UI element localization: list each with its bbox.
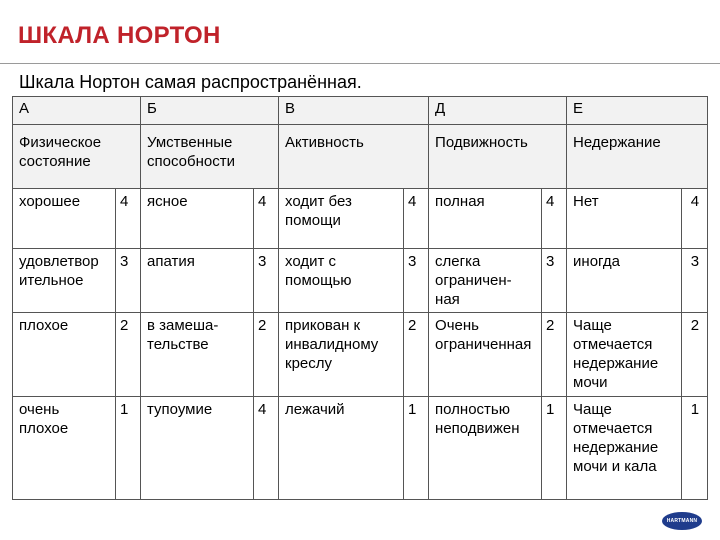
cell-score: 3	[682, 249, 708, 313]
cell-label: ходит без помощи	[279, 189, 404, 249]
cell-score: 1	[542, 397, 567, 500]
cell-score: 1	[682, 397, 708, 500]
cell-label: плохое	[13, 313, 116, 397]
cell-score: 4	[254, 189, 279, 249]
cell-label: ясное	[141, 189, 254, 249]
slide-subtitle: Шкала Нортон самая распространённая.	[19, 72, 362, 92]
cell-label: лежачий	[279, 397, 404, 500]
cell-score: 2	[682, 313, 708, 397]
column-category: Активность	[279, 125, 429, 189]
cell-label: очень плохое	[13, 397, 116, 500]
norton-scale-table	[12, 96, 708, 500]
cell-label: полностью неподвижен	[429, 397, 542, 500]
cell-label: Чаще отмечается недержание мочи и кала	[567, 397, 682, 500]
cell-label: удовлетвор ительное	[13, 249, 116, 313]
cell-score: 4	[542, 189, 567, 249]
table-row	[13, 249, 708, 313]
cell-label: в замеша- тельстве	[141, 313, 254, 397]
cell-score: 4	[116, 189, 141, 249]
column-category: Недержание	[567, 125, 708, 189]
hartmann-logo: HARTMANN	[662, 512, 702, 530]
column-letter: Е	[567, 97, 708, 125]
cell-score: 3	[404, 249, 429, 313]
table-row	[13, 189, 708, 249]
cell-score: 2	[404, 313, 429, 397]
cell-score: 4	[404, 189, 429, 249]
cell-score: 2	[542, 313, 567, 397]
slide-title: ШКАЛА НОРТОН	[18, 22, 221, 49]
cell-score: 4	[682, 189, 708, 249]
cell-label: хорошее	[13, 189, 116, 249]
cell-label: прикован к инвалидному креслу	[279, 313, 404, 397]
cell-score: 1	[116, 397, 141, 500]
title-divider	[0, 63, 720, 64]
letter-header-row	[13, 97, 708, 125]
cell-label: апатия	[141, 249, 254, 313]
cell-score: 3	[116, 249, 141, 313]
column-category: Физическое состояние	[13, 125, 141, 189]
column-letter: В	[279, 97, 429, 125]
column-category: Умственные способности	[141, 125, 279, 189]
cell-label: иногда	[567, 249, 682, 313]
column-letter: Д	[429, 97, 567, 125]
category-header-row	[13, 125, 708, 189]
column-category: Подвижность	[429, 125, 567, 189]
table-row	[13, 397, 708, 500]
cell-score: 1	[404, 397, 429, 500]
cell-score: 4	[254, 397, 279, 500]
cell-label: тупоумие	[141, 397, 254, 500]
cell-label: Очень ограниченная	[429, 313, 542, 397]
cell-score: 3	[542, 249, 567, 313]
cell-label: слегка ограничен- ная	[429, 249, 542, 313]
column-letter: А	[13, 97, 141, 125]
cell-label: Нет	[567, 189, 682, 249]
cell-label: ходит с помощью	[279, 249, 404, 313]
cell-label: полная	[429, 189, 542, 249]
cell-score: 2	[254, 313, 279, 397]
cell-label: Чаще отмечается недержание мочи	[567, 313, 682, 397]
table-row	[13, 313, 708, 397]
cell-score: 2	[116, 313, 141, 397]
cell-score: 3	[254, 249, 279, 313]
column-letter: Б	[141, 97, 279, 125]
